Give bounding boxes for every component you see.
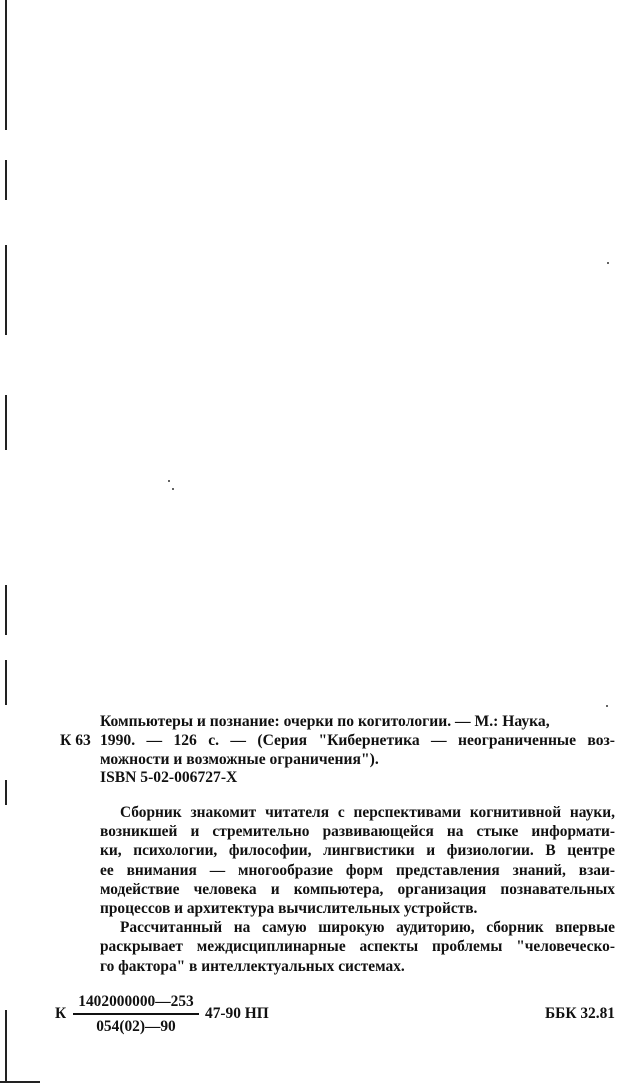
annotation-line: ки, психологии, философии, лингвистики и физиологии. В центре [100,842,615,860]
bib-publication-line: 1990. — 126 с. — (Серия "Кибернетика — неограниченные воз- [100,731,615,749]
scan-edge-segment [5,245,7,335]
scan-speck [607,262,609,264]
annotation-line: го фактора" в интеллектуальных системах. [100,957,405,975]
annotation-line: модействие человека и компьютера, организация познавательных [100,880,615,898]
scan-edge-segment [5,660,7,705]
imprint-fraction [73,992,199,1037]
annotation-line: ее внимания — многообразие форм представления знаний, взаи- [100,861,615,879]
imprint-footer [55,992,615,1052]
fraction-denominator: 054(02)—90 [96,1017,176,1035]
scan-speck [606,705,608,707]
bib-title-line: Компьютеры и познание: очерки по когитологии. — М.: Наука, [100,713,550,730]
scan-bottom-edge [0,1081,40,1083]
fraction-numerator: 1402000000—253 [78,993,194,1010]
scan-edge-segment [5,160,7,200]
annotation-line: раскрывает междисциплинарные аспекты проблемы "человеческо- [100,938,615,956]
annotation [100,803,615,976]
bibliographic-record [60,713,615,788]
bbk-classification: ББК 32.81 [545,1005,615,1022]
scan-edge-segment [5,780,7,805]
scan-edge-segment [5,395,7,450]
annotation-line: возникшей и стремительно развивающейся на стыке информати- [100,823,615,841]
bib-line-2-wrapper [60,732,615,751]
scan-speck [168,480,170,482]
fraction-bar [73,1013,199,1015]
annotation-line: Сборник знакомит читателя с перспективами когнитивной науки, [120,804,615,821]
isbn: ISBN 5-02-006727-X [100,769,238,787]
annotation-line: Рассчитанный на самую широкую аудиторию, сборник впервые [120,919,615,937]
plan-code: 47-90 НП [205,1005,269,1022]
bib-series-line: можности и возможные ограничения"). [100,750,379,768]
scan-edge-segment [5,1010,7,1082]
imprint-letter: К [55,1005,67,1022]
scan-speck [172,488,174,490]
scan-edge-segment [5,0,7,130]
annotation-line: процессов и архитектура вычислительных устройств. [100,900,478,918]
library-index: К 63 [60,731,91,749]
scan-edge-segment [5,585,7,635]
